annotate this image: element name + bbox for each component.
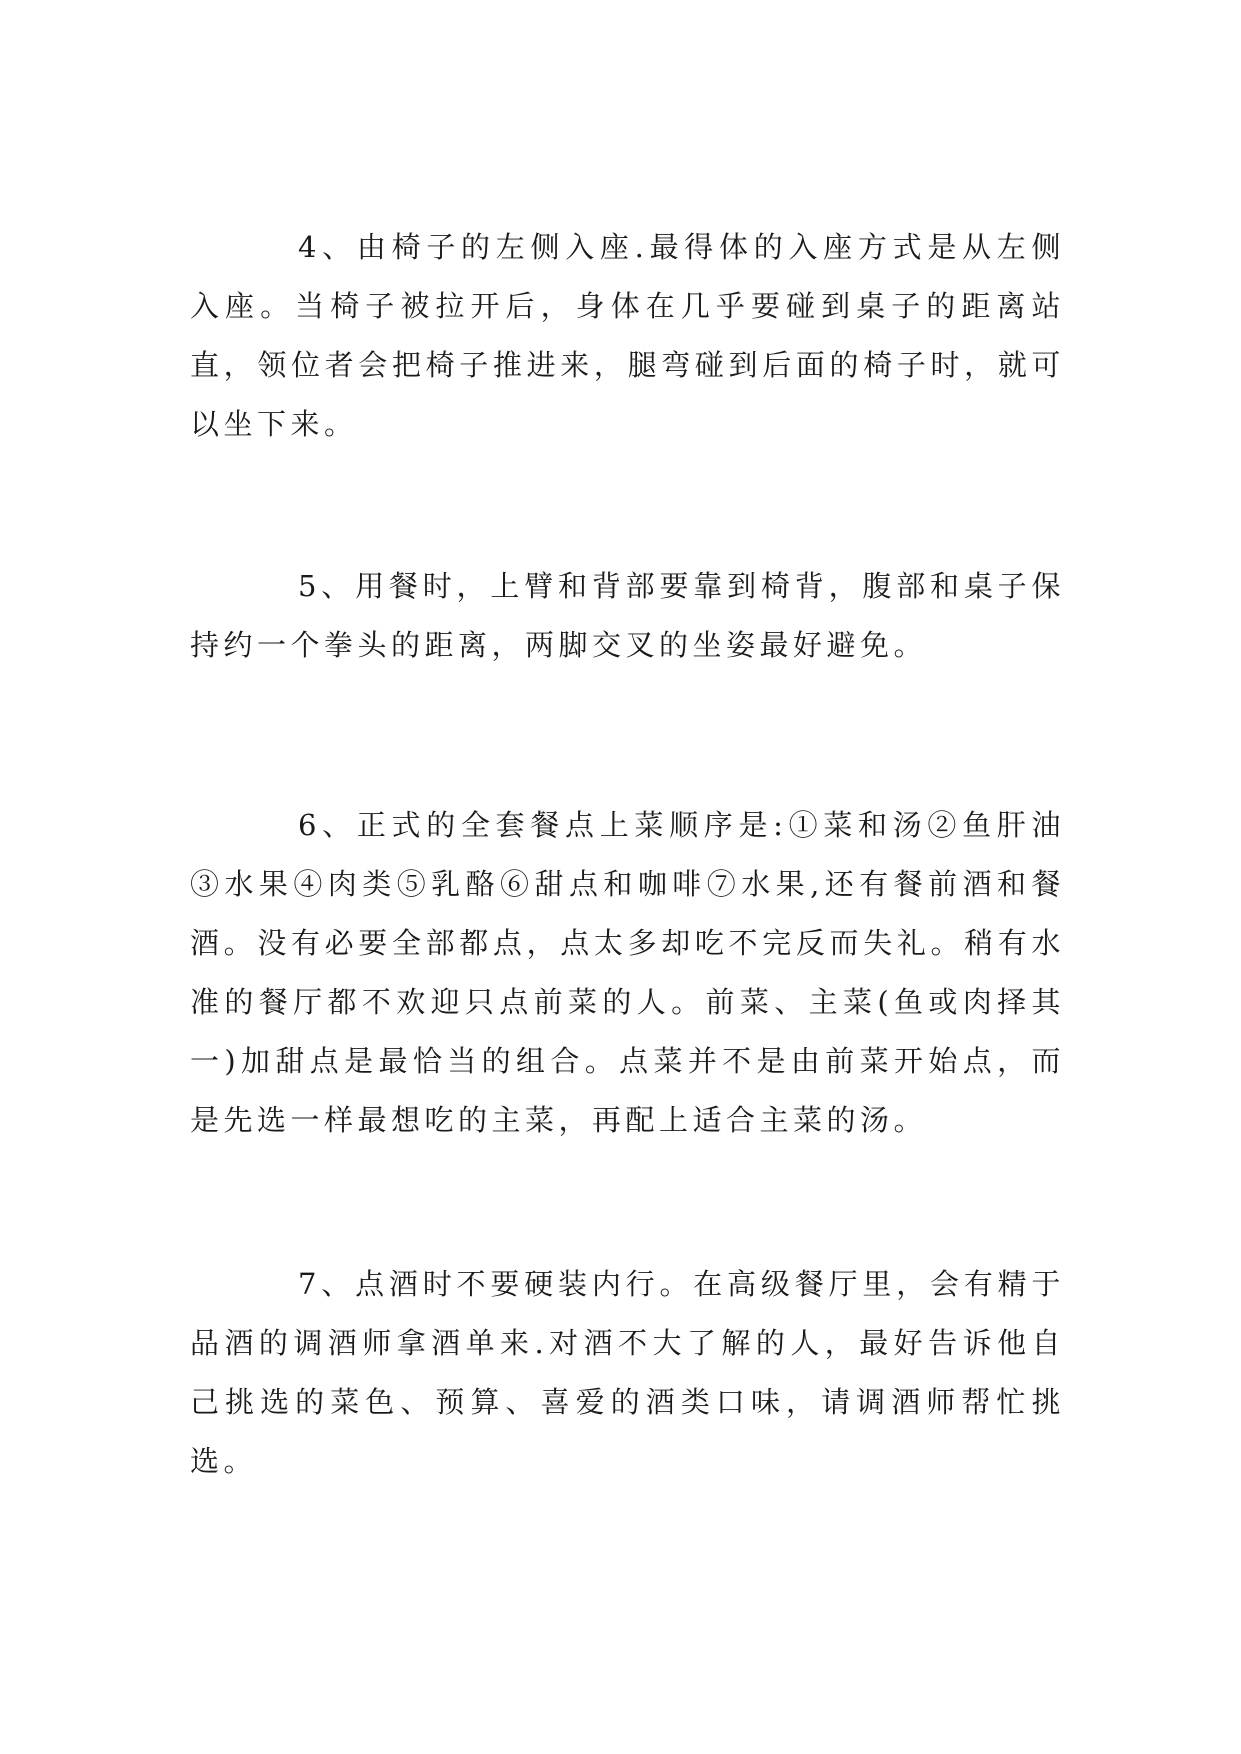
paragraph-item-6: 6、正式的全套餐点上菜顺序是:①菜和汤②鱼肝油③水果④肉类⑤乳酪⑥甜点和咖啡⑦水果,还有餐前酒和餐酒。没有必要全部都点，点太多却吃不完反而失礼。稍有水准的餐厅都不欢迎只点前菜的人。前菜、主菜(鱼或肉择其一)加甜点是最恰当的组合。点菜并不是由前菜开始点，而是先选一样最想吃的主菜，再配上适合主菜的汤。 — [190, 808, 1065, 1137]
paragraph-item-7: 7、点酒时不要硬装内行。在高级餐厅里，会有精于品酒的调酒师拿酒单来.对酒不大了解的人，最好告诉他自己挑选的菜色、预算、喜爱的酒类口味，请调酒师帮忙挑选。 — [190, 1267, 1065, 1478]
paragraph-item-5: 5、用餐时，上臂和背部要靠到椅背，腹部和桌子保持约一个拳头的距离，两脚交叉的坐姿最好避免。 — [190, 569, 1065, 662]
paragraph-item-4: 4、由椅子的左侧入座.最得体的入座方式是从左侧入座。当椅子被拉开后，身体在几乎要碰到桌子的距离站直，领位者会把椅子推进来，腿弯碰到后面的椅子时，就可以坐下来。 — [190, 230, 1065, 441]
